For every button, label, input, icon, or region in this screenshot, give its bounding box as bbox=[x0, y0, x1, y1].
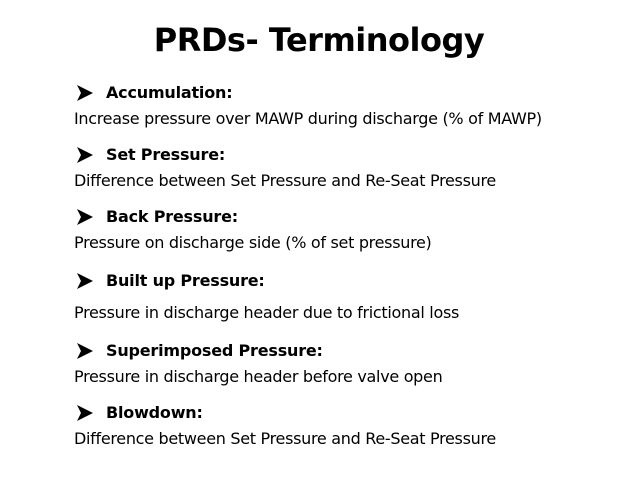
term-heading bbox=[74, 402, 634, 424]
term-heading bbox=[74, 82, 634, 104]
term-description: Difference between Set Pressure and Re-Seat Pressure bbox=[74, 171, 496, 190]
arrowhead-bullet-icon bbox=[74, 270, 106, 292]
term-item-superimposed-pressure bbox=[74, 340, 634, 389]
term-description: Pressure in discharge header due to frictional loss bbox=[74, 303, 460, 322]
term-name: Set Pressure: bbox=[106, 145, 226, 164]
term-description: Difference between Set Pressure and Re-Seat Pressure bbox=[74, 429, 496, 448]
term-item-set-pressure bbox=[74, 144, 634, 193]
term-heading bbox=[74, 340, 634, 362]
arrowhead-bullet-icon bbox=[74, 144, 106, 166]
arrowhead-bullet-icon bbox=[74, 82, 106, 104]
arrowhead-bullet-icon bbox=[74, 402, 106, 424]
term-heading bbox=[74, 206, 634, 228]
arrowhead-bullet-icon bbox=[74, 206, 106, 228]
term-description: Pressure in discharge header before valve open bbox=[74, 367, 443, 386]
term-item-back-pressure bbox=[74, 206, 634, 255]
slide-title: PRDs- Terminology bbox=[153, 21, 485, 59]
term-item-blowdown bbox=[74, 402, 634, 451]
arrowhead-bullet-icon bbox=[74, 340, 106, 362]
term-heading bbox=[74, 270, 634, 292]
term-item-built-up-pressure bbox=[74, 270, 634, 325]
term-description: Increase pressure over MAWP during discharge (% of MAWP) bbox=[74, 109, 542, 128]
term-name: Superimposed Pressure: bbox=[106, 341, 323, 360]
term-name: Accumulation: bbox=[106, 83, 233, 102]
term-heading bbox=[74, 144, 634, 166]
term-name: Back Pressure: bbox=[106, 207, 238, 226]
term-description: Pressure on discharge side (% of set pressure) bbox=[74, 233, 432, 252]
term-item-accumulation bbox=[74, 82, 634, 131]
term-name: Built up Pressure: bbox=[106, 271, 265, 290]
term-name: Blowdown: bbox=[106, 403, 203, 422]
